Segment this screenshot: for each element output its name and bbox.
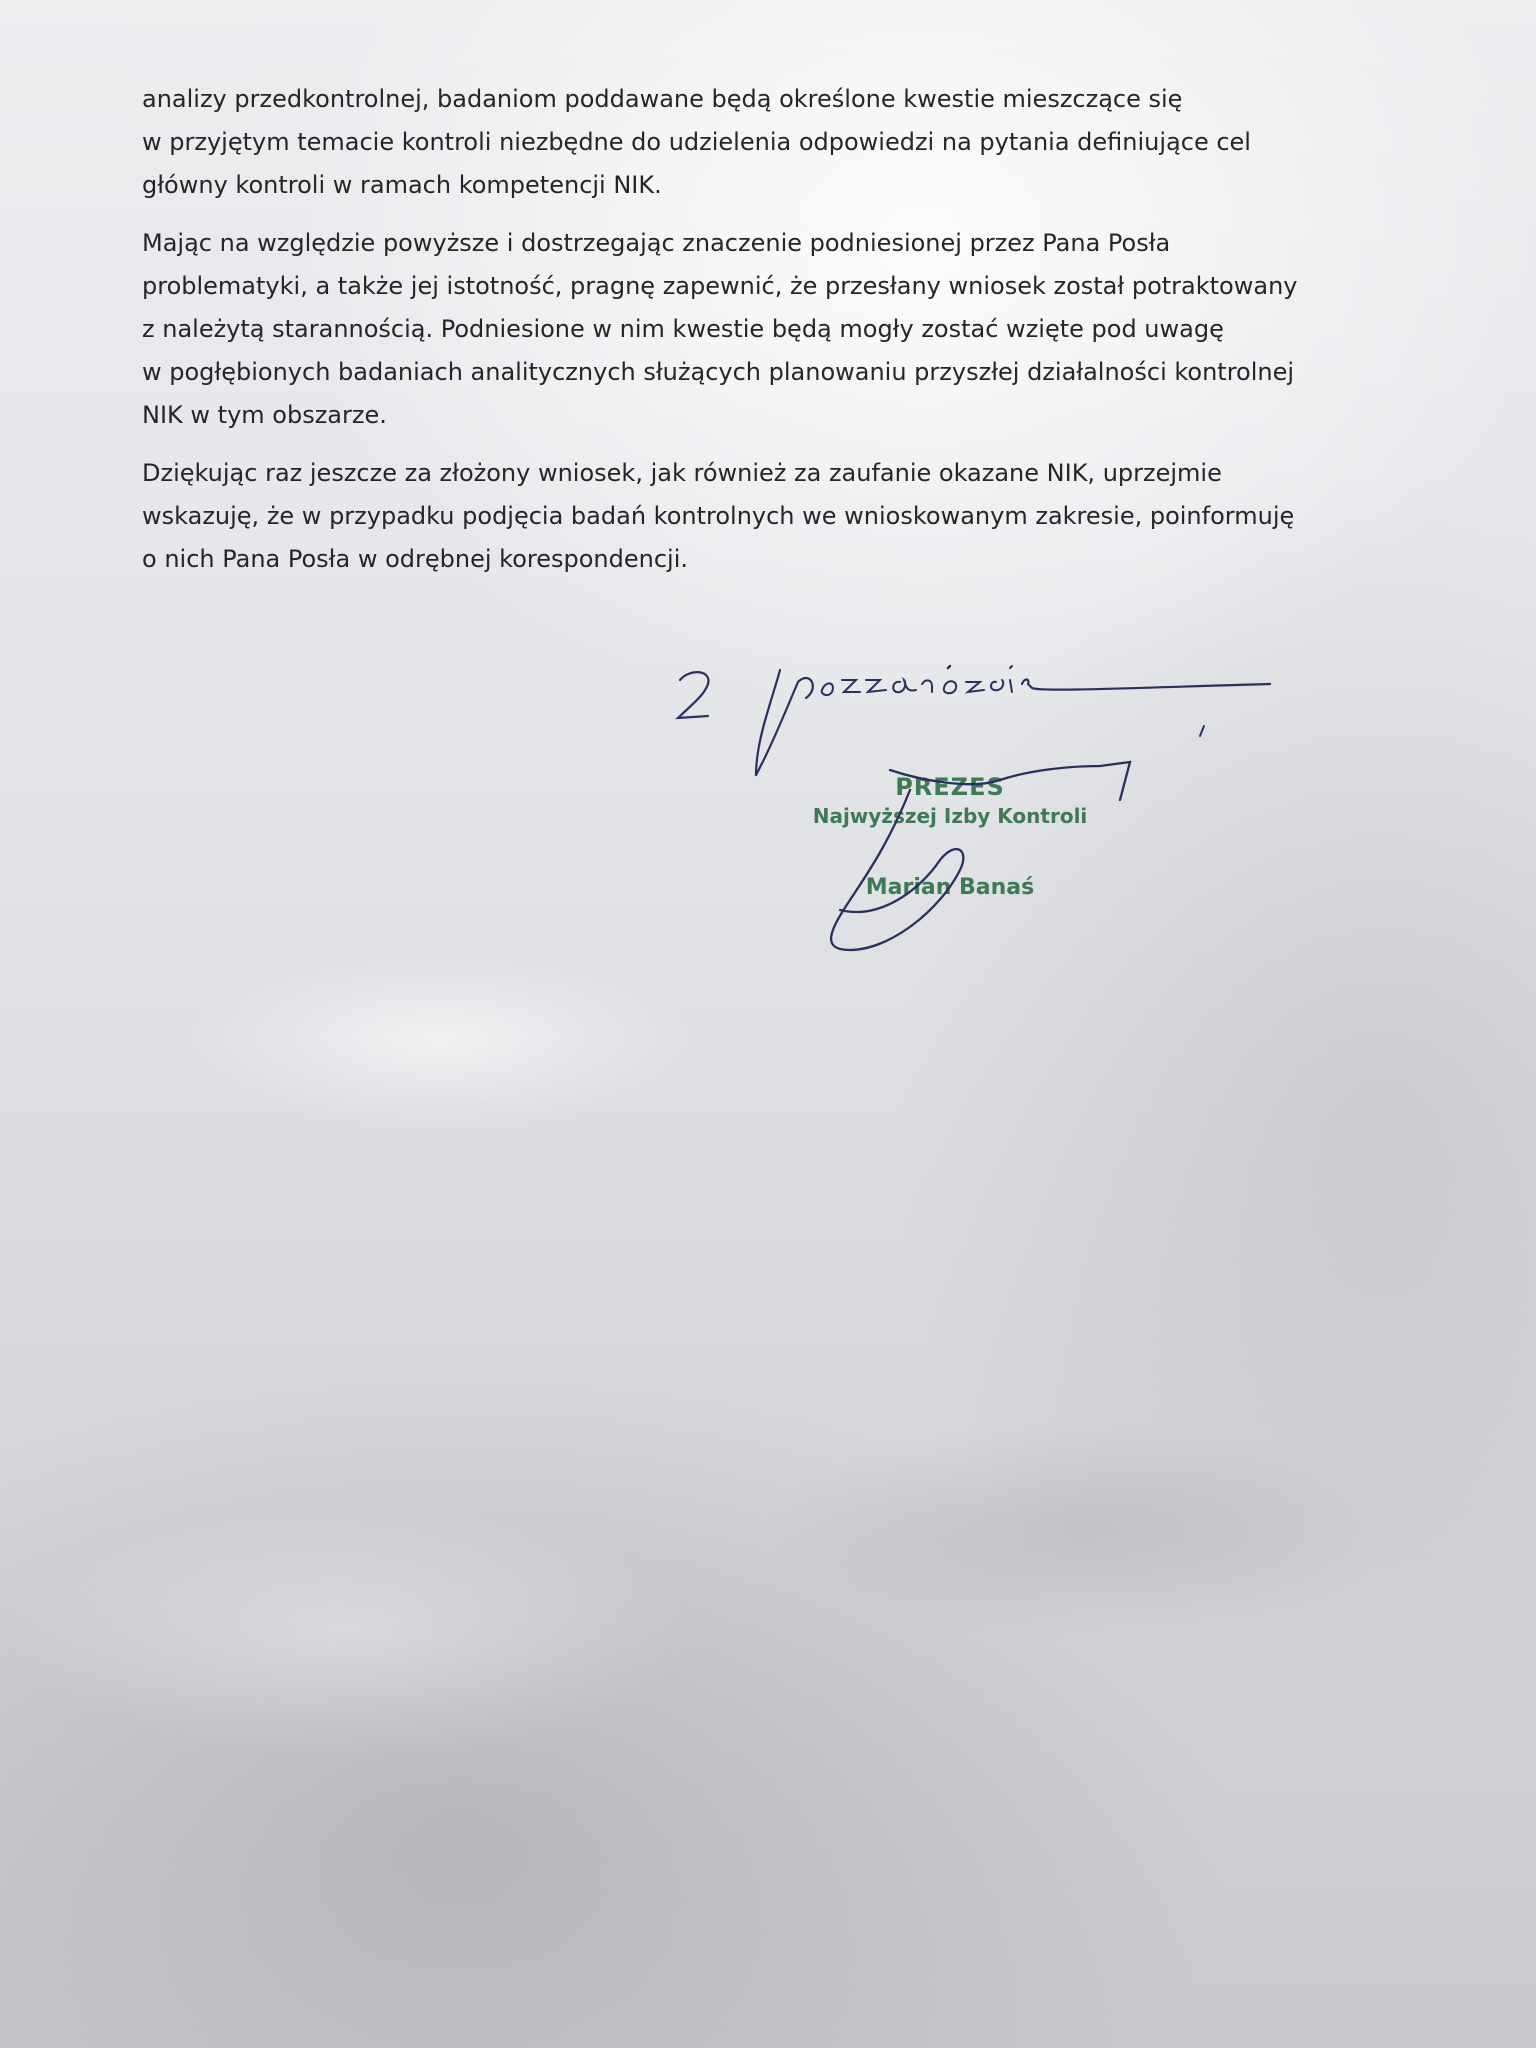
paper-crease [0,1500,700,1760]
text-line: analizy przedkontrolnej, badaniom poddawane będą określone kwestie mieszczące się [142,85,1183,113]
text-line: w pogłębionych badaniach analitycznych służących planowaniu przyszłej działalności kontrolnej [142,358,1295,386]
text-line: z należytą starannością. Podniesione w nim kwestie będą mogły zostać wzięte pod uwagę [142,315,1224,343]
paper-crease [180,950,700,1130]
text-line: NIK w tym obszarze. [142,401,387,429]
stamp-name: Marian Banaś [865,875,1035,900]
stamp-organization: Najwyższej Izby Kontroli [812,804,1088,828]
paragraph-2 [142,222,1362,437]
text-line: Dziękując raz jeszcze za złożony wniosek, jak również za zaufanie okazane NIK, uprzejmie [142,459,1222,487]
text-line: Mając na względzie powyższe i dostrzegając znaczenie podniesionej przez Pana Posła [142,229,1171,257]
text-line: problematyki, a także jej istotność, pragnę zapewnić, że przesłany wniosek został potraktowany [142,272,1298,300]
text-line: w przyjętym temacie kontroli niezbędne do udzielenia odpowiedzi na pytania definiujące cel [142,128,1251,156]
text-line: wskazuję, że w przypadku podjęcia badań kontrolnych we wnioskowanym zakresie, poinformuję [142,502,1295,530]
text-line: główny kontroli w ramach kompetencji NIK. [142,171,662,199]
stamp-title: PREZES [895,773,1005,801]
letter-body [142,78,1362,596]
paragraph-3 [142,452,1362,581]
handwritten-signature [770,750,1190,970]
text-line: o nich Pana Posła w odrębnej korespondencji. [142,545,688,573]
paper-crease [760,1420,1400,1640]
paragraph-1 [142,78,1362,207]
